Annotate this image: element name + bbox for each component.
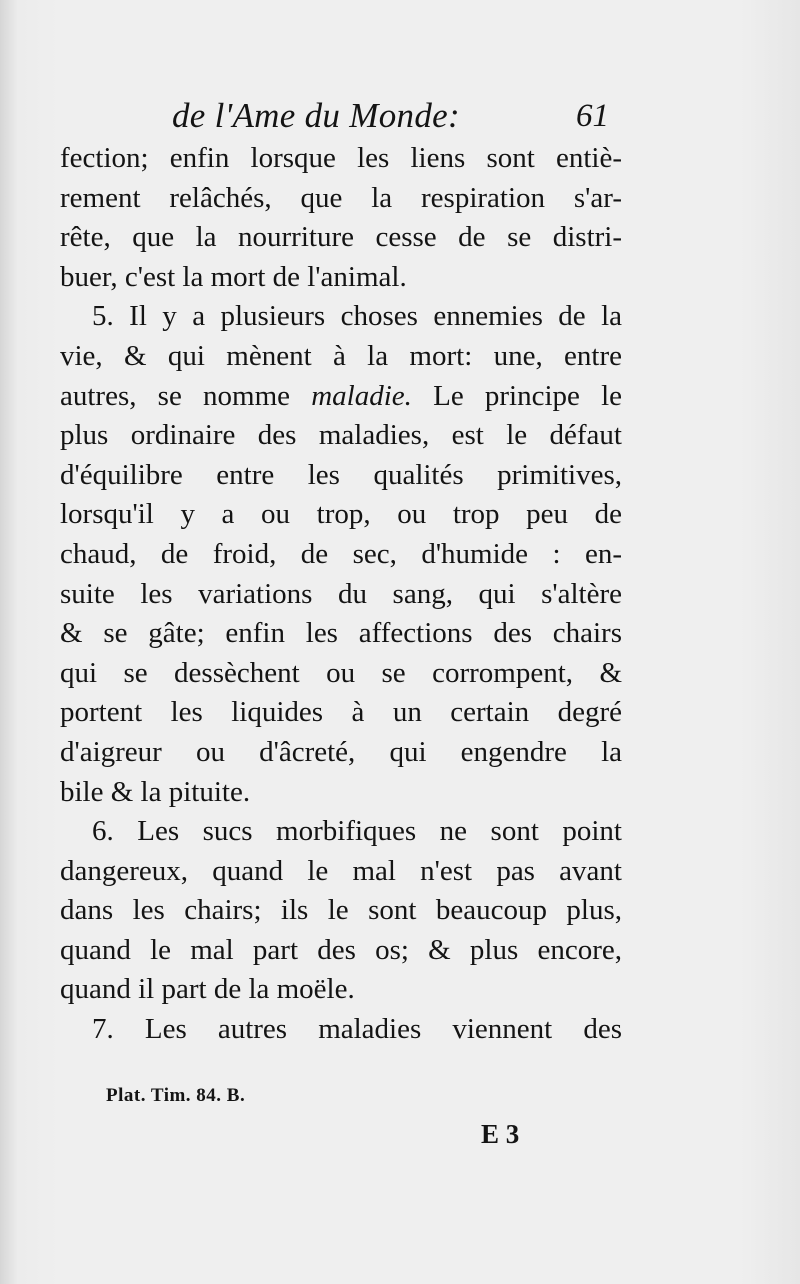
paragraph-7-start: 7. Les autres maladies viennent des <box>92 1013 622 1046</box>
page-number: 61 <box>576 98 609 134</box>
text-line: d'aigreur ou d'âcreté, qui engendre la <box>60 735 622 768</box>
text-segment: autres, se nomme <box>60 379 291 412</box>
paragraph-6-start: 6. Les sucs morbifiques ne sont point <box>92 815 622 848</box>
text-line: fection; enfin lorsque les liens sont entiè- <box>60 142 622 174</box>
text-line: bile & la pituite. <box>60 775 251 808</box>
footnote: Plat. Tim. 84. B. <box>106 1085 246 1106</box>
text-line: quand il part de la moële. <box>60 973 355 1006</box>
text-line: & se gâte; enfin les affections des chairs <box>60 617 622 650</box>
running-title: de l'Ame du Monde: <box>172 96 460 135</box>
body-text <box>60 139 622 1050</box>
text-segment: Le principe le <box>433 379 623 412</box>
text-line: rement relâchés, que la respiration s'ar- <box>60 181 622 214</box>
text-line: rête, que la nourriture cesse de se distri- <box>60 221 622 254</box>
signature-mark: E 3 <box>481 1119 520 1149</box>
text-line: dans les chairs; ils le sont beaucoup plus, <box>60 894 622 927</box>
text-line: plus ordinaire des maladies, est le défaut <box>60 419 622 452</box>
text-line: chaud, de froid, de sec, d'humide : en- <box>60 537 622 570</box>
text-line: portent les liquides à un certain degré <box>60 696 622 729</box>
text-line: vie, & qui mènent à la mort: une, entre <box>60 339 622 372</box>
text-line-with-term <box>60 377 622 417</box>
italic-term: maladie. <box>311 379 412 412</box>
text-line: dangereux, quand le mal n'est pas avant <box>60 854 622 887</box>
text-line: lorsqu'il y a ou trop, ou trop peu de <box>60 498 622 531</box>
paragraph-5-start: 5. Il y a plusieurs choses ennemies de la <box>92 300 622 333</box>
text-line: quand le mal part des os; & plus encore, <box>60 933 622 966</box>
text-line: buer, c'est la mort de l'animal. <box>60 260 407 293</box>
text-line: d'équilibre entre les qualités primitives, <box>60 458 622 491</box>
text-line: suite les variations du sang, qui s'altère <box>60 577 622 610</box>
text-line: qui se dessèchent ou se corrompent, & <box>60 656 622 689</box>
